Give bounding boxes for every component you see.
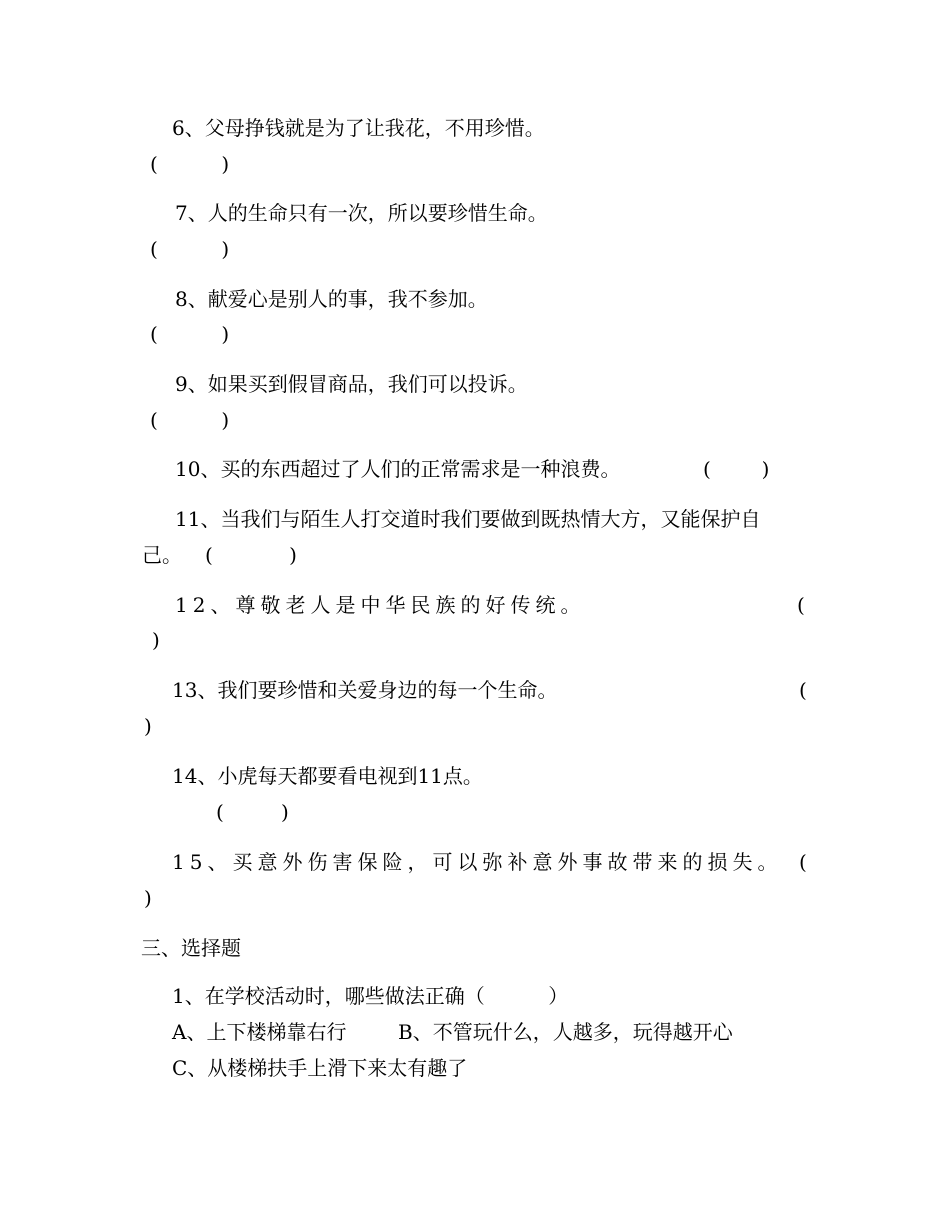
q10-text: 10、买的东西超过了人们的正常需求是一种浪费。 xyxy=(175,457,621,481)
q14-text: 14、小虎每天都要看电视到11点。 xyxy=(172,764,483,788)
q11-answer-blank: ( ) xyxy=(205,543,297,567)
q6-answer-blank: ( ) xyxy=(150,152,230,176)
section-3-heading: 三、选择题 xyxy=(141,936,241,960)
q10-answer-blank: ( ) xyxy=(703,457,770,481)
q15-text: 15、买意外伤害保险，可以弥补意外事故带来的损失。 xyxy=(172,850,783,874)
q7-text: 7、人的生命只有一次，所以要珍惜生命。 xyxy=(175,201,548,225)
q7-answer-blank: ( ) xyxy=(150,237,230,261)
q11-text: 11、当我们与陌生人打交道时我们要做到既热情大方，又能保护自 xyxy=(175,507,761,531)
q13-answer-open: ( xyxy=(799,678,807,702)
q9-answer-blank: ( ) xyxy=(150,408,230,432)
s3-q1-option-a: A、上下楼梯靠右行 xyxy=(172,1020,347,1044)
q12-text: 12、尊敬老人是中华民族的好传统。 xyxy=(175,593,586,617)
q8-text: 8、献爱心是别人的事，我不参加。 xyxy=(175,287,488,311)
q6-text: 6、父母挣钱就是为了让我花，不用珍惜。 xyxy=(172,116,545,140)
q13-answer-close: ) xyxy=(144,714,152,738)
q15-answer-open: ( xyxy=(799,850,807,874)
q11-text-continued: 己。 xyxy=(142,543,182,567)
q15-answer-close: ) xyxy=(144,886,152,910)
s3-q1-option-c: C、从楼梯扶手上滑下来太有趣了 xyxy=(172,1056,468,1080)
q12-answer-close: ) xyxy=(152,628,160,652)
s3-q1-option-b: B、不管玩什么，人越多，玩得越开心 xyxy=(398,1020,733,1044)
q12-answer-open: ( xyxy=(797,593,805,617)
q14-answer-blank: ( ) xyxy=(216,800,289,824)
q8-answer-blank: ( ) xyxy=(150,322,230,346)
q13-text: 13、我们要珍惜和关爱身边的每一个生命。 xyxy=(172,678,558,702)
s3-q1-text: 1、在学校活动时，哪些做法正确（ ） xyxy=(172,984,569,1008)
q9-text: 9、如果买到假冒商品，我们可以投诉。 xyxy=(175,372,528,396)
